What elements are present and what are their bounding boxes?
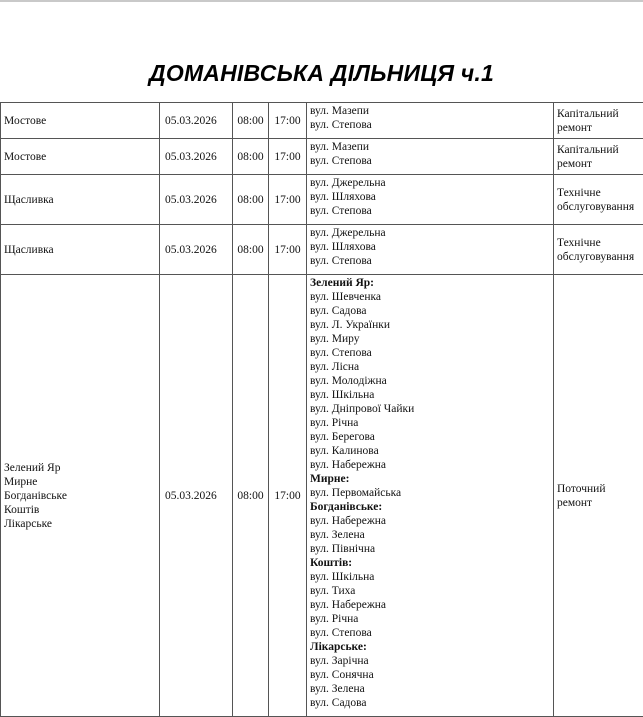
work-type-cell xyxy=(554,225,643,275)
settlement-name: Щасливка xyxy=(4,243,156,257)
street-name: вул. Шевченка xyxy=(310,290,550,304)
street-name: вул. Річна xyxy=(310,416,550,430)
streets-cell xyxy=(307,225,554,275)
settlement-cell xyxy=(1,103,160,139)
end-time-cell: 17:00 xyxy=(269,139,307,175)
work-type-cell xyxy=(554,275,643,717)
table-row xyxy=(1,275,643,717)
work-type-line: обслуговування xyxy=(557,250,640,264)
streets-cell xyxy=(307,175,554,225)
work-type-line: Поточний xyxy=(557,482,640,496)
settlement-cell xyxy=(1,175,160,225)
street-name: вул. Степова xyxy=(310,154,550,168)
street-name: вул. Зелена xyxy=(310,528,550,542)
work-type-line: Капітальний xyxy=(557,143,640,157)
street-name: вул. Берегова xyxy=(310,430,550,444)
street-name: вул. Степова xyxy=(310,204,550,218)
street-name: вул. Степова xyxy=(310,118,550,132)
date-cell: 05.03.2026 xyxy=(160,175,233,225)
street-name: вул. Шкільна xyxy=(310,388,550,402)
street-name: вул. Садова xyxy=(310,304,550,318)
street-name: вул. Молодіжна xyxy=(310,374,550,388)
street-name: вул. Шляхова xyxy=(310,240,550,254)
street-name: вул. Мазепи xyxy=(310,140,550,154)
street-name: вул. Річна xyxy=(310,612,550,626)
settlement-name: Зелений Яр xyxy=(4,461,156,475)
locality-heading: Лікарське: xyxy=(310,640,550,654)
streets-cell xyxy=(307,275,554,717)
start-time-cell: 08:00 xyxy=(233,103,269,139)
locality-heading: Коштів: xyxy=(310,556,550,570)
street-name: вул. Шляхова xyxy=(310,190,550,204)
settlement-name: Мостове xyxy=(4,150,156,164)
street-name: вул. Набережна xyxy=(310,598,550,612)
end-time-cell: 17:00 xyxy=(269,225,307,275)
locality-heading: Богданівське: xyxy=(310,500,550,514)
work-type-cell xyxy=(554,103,643,139)
work-type-line: Капітальний xyxy=(557,107,640,121)
outage-schedule-table xyxy=(0,102,643,717)
work-type-line: Технічне xyxy=(557,236,640,250)
street-name: вул. Набережна xyxy=(310,458,550,472)
settlement-cell xyxy=(1,139,160,175)
work-type-cell xyxy=(554,139,643,175)
start-time-cell: 08:00 xyxy=(233,225,269,275)
start-time-cell: 08:00 xyxy=(233,175,269,225)
settlement-name: Лікарське xyxy=(4,517,156,531)
settlement-name: Коштів xyxy=(4,503,156,517)
street-name: вул. Степова xyxy=(310,254,550,268)
end-time-cell: 17:00 xyxy=(269,175,307,225)
date-cell: 05.03.2026 xyxy=(160,103,233,139)
end-time-cell: 17:00 xyxy=(269,275,307,717)
work-type-line: ремонт xyxy=(557,121,640,135)
street-name: вул. Миру xyxy=(310,332,550,346)
street-name: вул. Джерельна xyxy=(310,226,550,240)
street-name: вул. Л. Українки xyxy=(310,318,550,332)
settlement-name: Богданівське xyxy=(4,489,156,503)
settlement-cell xyxy=(1,225,160,275)
work-type-line: обслуговування xyxy=(557,200,640,214)
street-name: вул. Сонячна xyxy=(310,668,550,682)
settlement-name: Щасливка xyxy=(4,193,156,207)
page-title: ДОМАНІВСЬКА ДІЛЬНИЦЯ ч.1 xyxy=(0,60,643,87)
street-name: вул. Зарічна xyxy=(310,654,550,668)
streets-cell xyxy=(307,139,554,175)
street-name: вул. Тиха xyxy=(310,584,550,598)
locality-heading: Мирне: xyxy=(310,472,550,486)
top-rule xyxy=(0,0,643,2)
table-row xyxy=(1,175,643,225)
end-time-cell: 17:00 xyxy=(269,103,307,139)
table-body xyxy=(1,103,643,717)
street-name: вул. Степова xyxy=(310,626,550,640)
street-name: вул. Калинова xyxy=(310,444,550,458)
date-cell: 05.03.2026 xyxy=(160,275,233,717)
date-cell: 05.03.2026 xyxy=(160,139,233,175)
start-time-cell: 08:00 xyxy=(233,275,269,717)
table-row xyxy=(1,103,643,139)
street-name: вул. Степова xyxy=(310,346,550,360)
start-time-cell: 08:00 xyxy=(233,139,269,175)
work-type-line: ремонт xyxy=(557,157,640,171)
date-cell: 05.03.2026 xyxy=(160,225,233,275)
street-name: вул. Шкільна xyxy=(310,570,550,584)
street-name: вул. Лісна xyxy=(310,360,550,374)
work-type-line: Технічне xyxy=(557,186,640,200)
street-name: вул. Мазепи xyxy=(310,104,550,118)
settlement-cell xyxy=(1,275,160,717)
street-name: вул. Північна xyxy=(310,542,550,556)
table-row xyxy=(1,139,643,175)
work-type-cell xyxy=(554,175,643,225)
table-row xyxy=(1,225,643,275)
locality-heading: Зелений Яр: xyxy=(310,276,550,290)
street-name: вул. Зелена xyxy=(310,682,550,696)
work-type-line: ремонт xyxy=(557,496,640,510)
street-name: вул. Набережна xyxy=(310,514,550,528)
streets-cell xyxy=(307,103,554,139)
street-name: вул. Джерельна xyxy=(310,176,550,190)
street-name: вул. Дніпрової Чайки xyxy=(310,402,550,416)
settlement-name: Мостове xyxy=(4,114,156,128)
street-name: вул. Садова xyxy=(310,696,550,710)
street-name: вул. Первомайська xyxy=(310,486,550,500)
settlement-name: Мирне xyxy=(4,475,156,489)
